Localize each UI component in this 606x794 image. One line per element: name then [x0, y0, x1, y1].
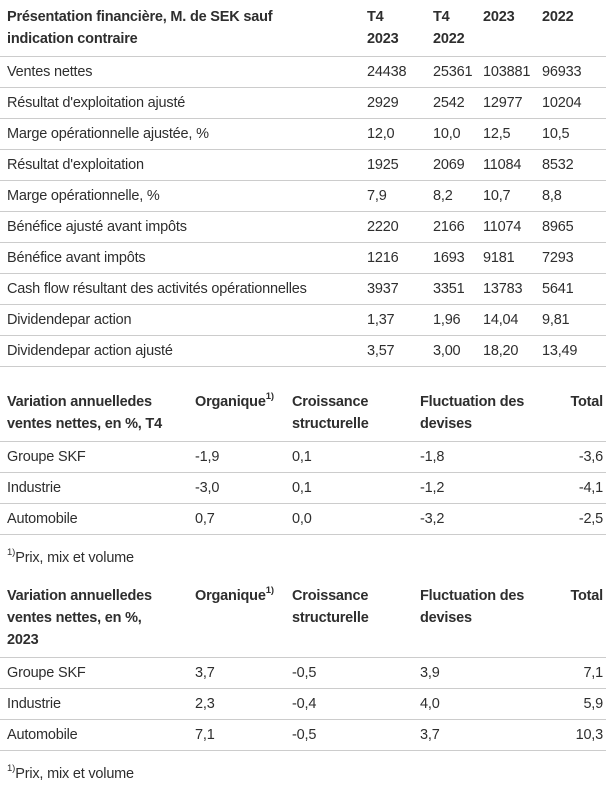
cell-value: 12977 — [483, 88, 542, 119]
col-header-currency-fluctuation: Fluctuation des devises — [420, 387, 540, 442]
col-header-currency-fluctuation: Fluctuation des devises — [420, 581, 540, 658]
cell-value: 2069 — [433, 150, 483, 181]
cell-value: 13783 — [483, 274, 542, 305]
row-label: Dividendepar action — [0, 305, 367, 336]
cell-value: 7,9 — [367, 181, 433, 212]
cell-value: 18,20 — [483, 336, 542, 367]
row-label: Automobile — [0, 504, 195, 535]
row-label: Bénéfice ajusté avant impôts — [0, 212, 367, 243]
cell-value: 5641 — [542, 274, 606, 305]
cell-value: 9,81 — [542, 305, 606, 336]
cell-value: 3937 — [367, 274, 433, 305]
cell-value: 96933 — [542, 57, 606, 88]
cell-value: 10,7 — [483, 181, 542, 212]
table-row — [0, 720, 606, 751]
cell-value: 10204 — [542, 88, 606, 119]
col-header-organic: Organique$^{1)}$ — [195, 387, 292, 442]
table-row — [0, 504, 606, 535]
row-label: Marge opérationnelle ajustée, % — [0, 119, 367, 150]
row-label: Résultat d'exploitation ajusté — [0, 88, 367, 119]
table-row — [0, 212, 606, 243]
cell-value: -3,6 — [540, 442, 606, 473]
cell-value: 1693 — [433, 243, 483, 274]
sales-variation-fy2023-table — [0, 581, 606, 751]
cell-value: 1216 — [367, 243, 433, 274]
col-header-total: Total — [540, 387, 606, 442]
cell-value: 8,8 — [542, 181, 606, 212]
cell-value: 5,9 — [540, 689, 606, 720]
cell-value: -1,8 — [420, 442, 540, 473]
table-row — [0, 243, 606, 274]
table2-title: Variation annuelledes ventes nettes, en %, T4 — [0, 387, 195, 442]
cell-value: 1925 — [367, 150, 433, 181]
row-label: Industrie — [0, 689, 195, 720]
cell-value: -0,5 — [292, 658, 420, 689]
financial-presentation-table — [0, 2, 606, 367]
table-row — [0, 689, 606, 720]
cell-value: 3,00 — [433, 336, 483, 367]
row-label: Bénéfice avant impôts — [0, 243, 367, 274]
cell-value: 9181 — [483, 243, 542, 274]
spacer — [0, 367, 606, 387]
table-row — [0, 442, 606, 473]
row-label: Groupe SKF — [0, 658, 195, 689]
col-header-structural-growth: Croissance structurelle — [292, 581, 420, 658]
cell-value: -1,9 — [195, 442, 292, 473]
cell-value: -2,5 — [540, 504, 606, 535]
table-row — [0, 150, 606, 181]
table-row — [0, 473, 606, 504]
col-header-total: Total — [540, 581, 606, 658]
cell-value: 24438 — [367, 57, 433, 88]
footnote — [0, 763, 606, 785]
sales-variation-q4-table — [0, 387, 606, 535]
table-row — [0, 88, 606, 119]
cell-value: 7293 — [542, 243, 606, 274]
cell-value: 3,7 — [420, 720, 540, 751]
row-label: Ventes nettes — [0, 57, 367, 88]
cell-value: 2542 — [433, 88, 483, 119]
footnote — [0, 547, 606, 569]
col-header-2023: 2023 — [483, 2, 542, 57]
cell-value: 10,3 — [540, 720, 606, 751]
cell-value: 0,1 — [292, 442, 420, 473]
col-header-organic: Organique$^{1)}$ — [195, 581, 292, 658]
cell-value: 12,0 — [367, 119, 433, 150]
cell-value: 11084 — [483, 150, 542, 181]
cell-value: 13,49 — [542, 336, 606, 367]
table-row — [0, 181, 606, 212]
table3-title: Variation annuelledes ventes nettes, en %, 2023 — [0, 581, 195, 658]
col-header-structural-growth: Croissance structurelle — [292, 387, 420, 442]
cell-value: -3,2 — [420, 504, 540, 535]
table-header-row — [0, 387, 606, 442]
table-row — [0, 274, 606, 305]
cell-value: 0,7 — [195, 504, 292, 535]
cell-value: -0,4 — [292, 689, 420, 720]
col-header-t4-2023: T4 2023 — [367, 2, 433, 57]
cell-value: -4,1 — [540, 473, 606, 504]
cell-value: 14,04 — [483, 305, 542, 336]
cell-value: -0,5 — [292, 720, 420, 751]
cell-value: 3,57 — [367, 336, 433, 367]
table-header-row — [0, 2, 606, 57]
row-label: Groupe SKF — [0, 442, 195, 473]
cell-value: -1,2 — [420, 473, 540, 504]
cell-value: 12,5 — [483, 119, 542, 150]
footnote-marker: 1) — [7, 763, 16, 775]
table1-title-line: indication contraire — [7, 31, 138, 47]
row-label: Résultat d'exploitation — [0, 150, 367, 181]
cell-value: 3351 — [433, 274, 483, 305]
col-header-2022: 2022 — [542, 2, 606, 57]
table-row — [0, 119, 606, 150]
footnote-marker: 1) — [265, 391, 274, 403]
cell-value: 8,2 — [433, 181, 483, 212]
cell-value: 7,1 — [540, 658, 606, 689]
cell-value: 2,3 — [195, 689, 292, 720]
cell-value: 3,9 — [420, 658, 540, 689]
cell-value: 0,0 — [292, 504, 420, 535]
cell-value: 103881 — [483, 57, 542, 88]
cell-value: 1,37 — [367, 305, 433, 336]
cell-value: 4,0 — [420, 689, 540, 720]
row-label: Dividendepar action ajusté — [0, 336, 367, 367]
footnote-marker: 1) — [7, 547, 16, 559]
cell-value: 2929 — [367, 88, 433, 119]
cell-value: 0,1 — [292, 473, 420, 504]
row-label: Marge opérationnelle, % — [0, 181, 367, 212]
cell-value: 8965 — [542, 212, 606, 243]
table-row — [0, 57, 606, 88]
cell-value: 2220 — [367, 212, 433, 243]
cell-value: 25361 — [433, 57, 483, 88]
cell-value: 11074 — [483, 212, 542, 243]
cell-value: 7,1 — [195, 720, 292, 751]
table1-title-line: Présentation financière, M. de SEK sauf — [7, 9, 273, 25]
cell-value: 3,7 — [195, 658, 292, 689]
cell-value: 10,5 — [542, 119, 606, 150]
footnote-text: Prix, mix et volume — [15, 766, 134, 782]
table1-title — [0, 2, 367, 57]
table-header-row — [0, 581, 606, 658]
cell-value: 1,96 — [433, 305, 483, 336]
table-row — [0, 336, 606, 367]
table-row — [0, 658, 606, 689]
table-row — [0, 305, 606, 336]
cell-value: -3,0 — [195, 473, 292, 504]
cell-value: 2166 — [433, 212, 483, 243]
col-header-t4-2022: T4 2022 — [433, 2, 483, 57]
row-label: Automobile — [0, 720, 195, 751]
row-label: Cash flow résultant des activités opérationnelles — [0, 274, 367, 305]
cell-value: 8532 — [542, 150, 606, 181]
footnote-marker: 1) — [265, 585, 274, 597]
row-label: Industrie — [0, 473, 195, 504]
footnote-text: Prix, mix et volume — [15, 550, 134, 566]
cell-value: 10,0 — [433, 119, 483, 150]
